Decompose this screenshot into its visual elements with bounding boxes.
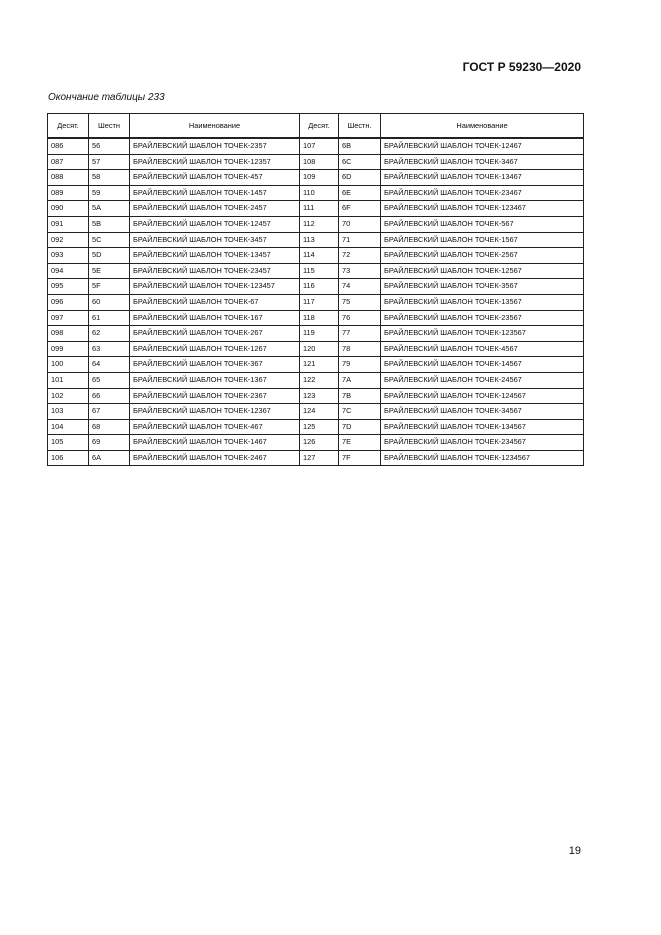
table-cell: 103 — [48, 404, 89, 420]
table-cell: 125 — [300, 419, 339, 435]
table-cell: 106 — [48, 450, 89, 466]
table-row — [48, 232, 584, 248]
table-cell: БРАЙЛЕВСКИЙ ШАБЛОН ТОЧЕК-4567 — [381, 341, 584, 357]
table-row — [48, 357, 584, 373]
table-row — [48, 419, 584, 435]
column-header: Десят. — [300, 114, 339, 139]
page-number: 19 — [568, 845, 581, 857]
table-cell: 5D — [89, 248, 130, 264]
table-header-row — [48, 114, 584, 139]
table-row — [48, 170, 584, 186]
table-cell: 73 — [339, 263, 381, 279]
table-cell: 117 — [300, 294, 339, 310]
table-cell: БРАЙЛЕВСКИЙ ШАБЛОН ТОЧЕК-457 — [130, 170, 300, 186]
table-cell: БРАЙЛЕВСКИЙ ШАБЛОН ТОЧЕК-3567 — [381, 279, 584, 295]
table-cell: 123 — [300, 388, 339, 404]
table-cell: 107 — [300, 138, 339, 154]
table-cell: 66 — [89, 388, 130, 404]
column-header: Шестн. — [339, 114, 381, 139]
table-cell: 118 — [300, 310, 339, 326]
table-cell: БРАЙЛЕВСКИЙ ШАБЛОН ТОЧЕК-13567 — [381, 294, 584, 310]
table-cell: 096 — [48, 294, 89, 310]
table-cell: 7A — [339, 372, 381, 388]
table-cell: 119 — [300, 326, 339, 342]
table-cell: 71 — [339, 232, 381, 248]
table-cell: БРАЙЛЕВСКИЙ ШАБЛОН ТОЧЕК-13457 — [130, 248, 300, 264]
table-row — [48, 326, 584, 342]
table-cell: 114 — [300, 248, 339, 264]
table-row — [48, 154, 584, 170]
table-cell: 112 — [300, 216, 339, 232]
table-cell: 101 — [48, 372, 89, 388]
table-cell: 093 — [48, 248, 89, 264]
table-cell: 089 — [48, 185, 89, 201]
table-cell: 6C — [339, 154, 381, 170]
table-cell: БРАЙЛЕВСКИЙ ШАБЛОН ТОЧЕК-567 — [381, 216, 584, 232]
table-cell: БРАЙЛЕВСКИЙ ШАБЛОН ТОЧЕК-23457 — [130, 263, 300, 279]
table-cell: 111 — [300, 201, 339, 217]
table-cell: 122 — [300, 372, 339, 388]
table-cell: 108 — [300, 154, 339, 170]
table-cell: 102 — [48, 388, 89, 404]
table-cell: БРАЙЛЕВСКИЙ ШАБЛОН ТОЧЕК-12367 — [130, 404, 300, 420]
table-row — [48, 341, 584, 357]
table-cell: 58 — [89, 170, 130, 186]
table-cell: 6B — [339, 138, 381, 154]
table-row — [48, 404, 584, 420]
table-cell: БРАЙЛЕВСКИЙ ШАБЛОН ТОЧЕК-1467 — [130, 435, 300, 451]
table-row — [48, 185, 584, 201]
table-cell: БРАЙЛЕВСКИЙ ШАБЛОН ТОЧЕК-167 — [130, 310, 300, 326]
table-row — [48, 216, 584, 232]
table-cell: 097 — [48, 310, 89, 326]
table-cell: БРАЙЛЕВСКИЙ ШАБЛОН ТОЧЕК-267 — [130, 326, 300, 342]
table-cell: 120 — [300, 341, 339, 357]
table-cell: 59 — [89, 185, 130, 201]
table-cell: БРАЙЛЕВСКИЙ ШАБЛОН ТОЧЕК-12467 — [381, 138, 584, 154]
table-cell: БРАЙЛЕВСКИЙ ШАБЛОН ТОЧЕК-2367 — [130, 388, 300, 404]
table-cell: 7B — [339, 388, 381, 404]
table-cell: 64 — [89, 357, 130, 373]
table-cell: 6F — [339, 201, 381, 217]
table-row — [48, 138, 584, 154]
column-header: Наименование — [130, 114, 300, 139]
table-cell: БРАЙЛЕВСКИЙ ШАБЛОН ТОЧЕК-1234567 — [381, 450, 584, 466]
table-cell: 79 — [339, 357, 381, 373]
table-row — [48, 310, 584, 326]
table-cell: 56 — [89, 138, 130, 154]
table-cell: 77 — [339, 326, 381, 342]
table-cell: БРАЙЛЕВСКИЙ ШАБЛОН ТОЧЕК-2357 — [130, 138, 300, 154]
table-cell: 091 — [48, 216, 89, 232]
table-cell: БРАЙЛЕВСКИЙ ШАБЛОН ТОЧЕК-2457 — [130, 201, 300, 217]
table-cell: 7E — [339, 435, 381, 451]
braille-pattern-table — [47, 113, 584, 466]
table-cell: 57 — [89, 154, 130, 170]
table-cell: БРАЙЛЕВСКИЙ ШАБЛОН ТОЧЕК-123457 — [130, 279, 300, 295]
table-cell: БРАЙЛЕВСКИЙ ШАБЛОН ТОЧЕК-24567 — [381, 372, 584, 388]
table-cell: БРАЙЛЕВСКИЙ ШАБЛОН ТОЧЕК-1267 — [130, 341, 300, 357]
table-cell: 088 — [48, 170, 89, 186]
table-cell: БРАЙЛЕВСКИЙ ШАБЛОН ТОЧЕК-1457 — [130, 185, 300, 201]
table-caption: Окончание таблицы 233 — [48, 92, 165, 103]
table-cell: 78 — [339, 341, 381, 357]
table-cell: 5F — [89, 279, 130, 295]
table-cell: 72 — [339, 248, 381, 264]
table-cell: 121 — [300, 357, 339, 373]
table-cell: 086 — [48, 138, 89, 154]
table-cell: 094 — [48, 263, 89, 279]
table-cell: 116 — [300, 279, 339, 295]
table-cell: 76 — [339, 310, 381, 326]
table-row — [48, 248, 584, 264]
table-cell: 6E — [339, 185, 381, 201]
table-cell: 68 — [89, 419, 130, 435]
table-cell: 099 — [48, 341, 89, 357]
table-cell: 5B — [89, 216, 130, 232]
table-row — [48, 294, 584, 310]
table-row — [48, 279, 584, 295]
column-header: Шестн — [89, 114, 130, 139]
table-cell: 67 — [89, 404, 130, 420]
table-cell: БРАЙЛЕВСКИЙ ШАБЛОН ТОЧЕК-3467 — [381, 154, 584, 170]
table-cell: БРАЙЛЕВСКИЙ ШАБЛОН ТОЧЕК-12357 — [130, 154, 300, 170]
table-cell: 090 — [48, 201, 89, 217]
table-cell: БРАЙЛЕВСКИЙ ШАБЛОН ТОЧЕК-467 — [130, 419, 300, 435]
table-cell: 61 — [89, 310, 130, 326]
table-row — [48, 372, 584, 388]
table-cell: 095 — [48, 279, 89, 295]
table-cell: 7D — [339, 419, 381, 435]
table-cell: БРАЙЛЕВСКИЙ ШАБЛОН ТОЧЕК-67 — [130, 294, 300, 310]
table-cell: 100 — [48, 357, 89, 373]
table-cell: БРАЙЛЕВСКИЙ ШАБЛОН ТОЧЕК-23467 — [381, 185, 584, 201]
table-cell: 098 — [48, 326, 89, 342]
table-cell: БРАЙЛЕВСКИЙ ШАБЛОН ТОЧЕК-23567 — [381, 310, 584, 326]
table-cell: 65 — [89, 372, 130, 388]
table-cell: 75 — [339, 294, 381, 310]
table-cell: БРАЙЛЕВСКИЙ ШАБЛОН ТОЧЕК-1367 — [130, 372, 300, 388]
table-cell: 110 — [300, 185, 339, 201]
table-cell: БРАЙЛЕВСКИЙ ШАБЛОН ТОЧЕК-123567 — [381, 326, 584, 342]
table-row — [48, 388, 584, 404]
table-cell: БРАЙЛЕВСКИЙ ШАБЛОН ТОЧЕК-134567 — [381, 419, 584, 435]
table-cell: 60 — [89, 294, 130, 310]
table-cell: БРАЙЛЕВСКИЙ ШАБЛОН ТОЧЕК-2567 — [381, 248, 584, 264]
table-cell: 115 — [300, 263, 339, 279]
table-cell: БРАЙЛЕВСКИЙ ШАБЛОН ТОЧЕК-14567 — [381, 357, 584, 373]
table-cell: БРАЙЛЕВСКИЙ ШАБЛОН ТОЧЕК-12457 — [130, 216, 300, 232]
table-cell: БРАЙЛЕВСКИЙ ШАБЛОН ТОЧЕК-124567 — [381, 388, 584, 404]
table-cell: БРАЙЛЕВСКИЙ ШАБЛОН ТОЧЕК-367 — [130, 357, 300, 373]
document-standard-header: ГОСТ Р 59230—2020 — [462, 60, 581, 74]
table-cell: БРАЙЛЕВСКИЙ ШАБЛОН ТОЧЕК-3457 — [130, 232, 300, 248]
table-cell: БРАЙЛЕВСКИЙ ШАБЛОН ТОЧЕК-234567 — [381, 435, 584, 451]
table-cell: БРАЙЛЕВСКИЙ ШАБЛОН ТОЧЕК-13467 — [381, 170, 584, 186]
column-header: Десят. — [48, 114, 89, 139]
table-cell: 70 — [339, 216, 381, 232]
table-cell: 092 — [48, 232, 89, 248]
table-cell: 113 — [300, 232, 339, 248]
table-cell: БРАЙЛЕВСКИЙ ШАБЛОН ТОЧЕК-34567 — [381, 404, 584, 420]
table-cell: БРАЙЛЕВСКИЙ ШАБЛОН ТОЧЕК-1567 — [381, 232, 584, 248]
table-cell: 6D — [339, 170, 381, 186]
table-row — [48, 450, 584, 466]
table-cell: 126 — [300, 435, 339, 451]
table-cell: 109 — [300, 170, 339, 186]
table-cell: 62 — [89, 326, 130, 342]
table-cell: 104 — [48, 419, 89, 435]
table-cell: 105 — [48, 435, 89, 451]
table-cell: 127 — [300, 450, 339, 466]
table-cell: БРАЙЛЕВСКИЙ ШАБЛОН ТОЧЕК-2467 — [130, 450, 300, 466]
table-cell: БРАЙЛЕВСКИЙ ШАБЛОН ТОЧЕК-12567 — [381, 263, 584, 279]
table-row — [48, 435, 584, 451]
table-cell: 7C — [339, 404, 381, 420]
table-cell: 69 — [89, 435, 130, 451]
table-cell: 5E — [89, 263, 130, 279]
table-row — [48, 201, 584, 217]
table-row — [48, 263, 584, 279]
table-cell: 6A — [89, 450, 130, 466]
table-cell: 74 — [339, 279, 381, 295]
table-body — [48, 138, 584, 466]
column-header: Наименование — [381, 114, 584, 139]
table-cell: 5C — [89, 232, 130, 248]
table-cell: 7F — [339, 450, 381, 466]
table-cell: 63 — [89, 341, 130, 357]
table-cell: 124 — [300, 404, 339, 420]
table-cell: 5A — [89, 201, 130, 217]
table-cell: 087 — [48, 154, 89, 170]
table-cell: БРАЙЛЕВСКИЙ ШАБЛОН ТОЧЕК-123467 — [381, 201, 584, 217]
